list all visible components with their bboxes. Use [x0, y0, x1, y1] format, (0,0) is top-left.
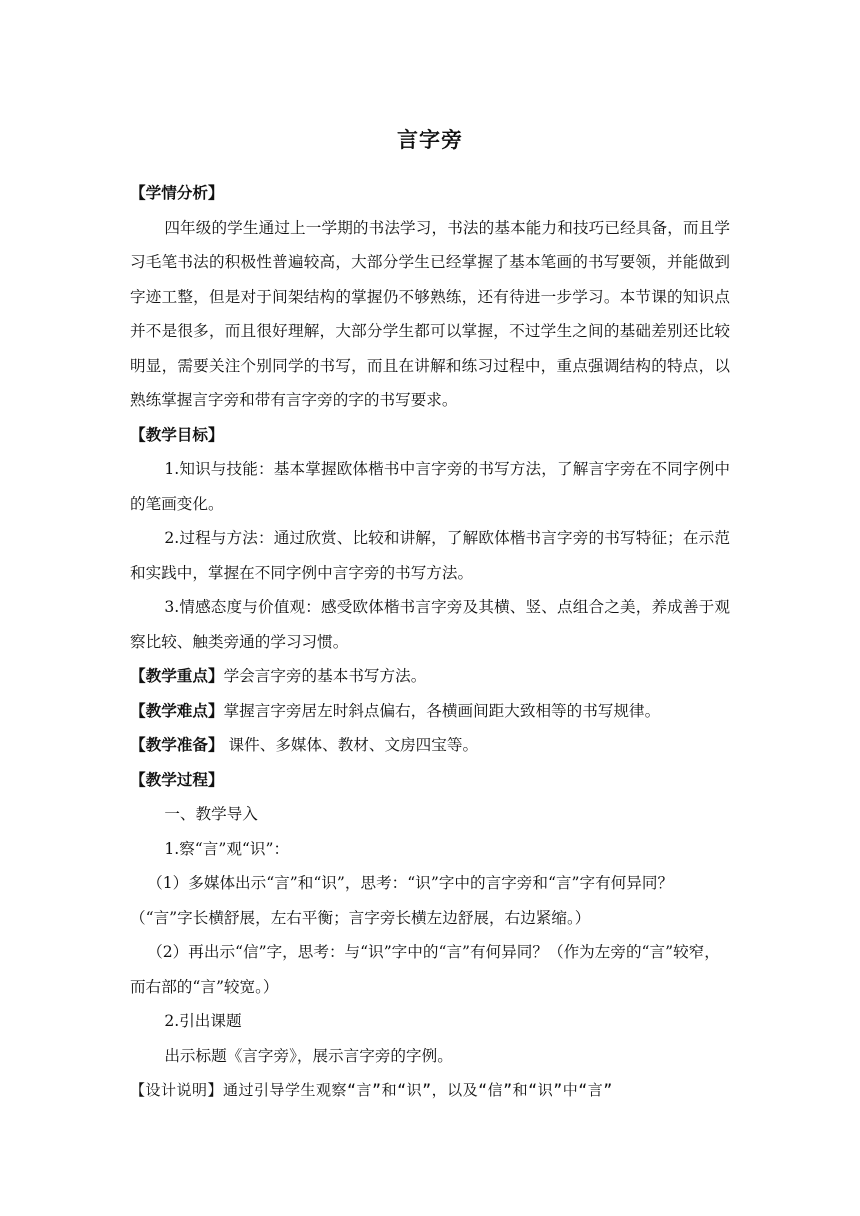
- analysis-paragraph: 四年级的学生通过上一学期的书法学习，书法的基本能力和技巧已经具备，而且学习毛笔书法的积极性普遍较高，大部分学生已经掌握了基本笔画的书写要领，并能做到字迹工整，但是对于间架结构的掌握仍不够熟练，还有待进一步学习。本节课的知识点并不是很多，而且很好理解，大部分学生都可以掌握，不过学生之间的基础差别还比较明显，需要关注个别同学的书写，而且在讲解和练习过程中，重点强调结构的特点，以熟练掌握言字旁和带有言字旁的字的书写要求。: [130, 218, 730, 409]
- page-title: 言字旁: [397, 128, 463, 152]
- process-heading: 【教学过程】: [130, 770, 224, 789]
- goal-item-3: 3.情感态度与价值观：感受欧体楷书言字旁及其横、竖、点组合之美，养成善于观察比较、触类旁通的学习习惯。: [130, 598, 730, 651]
- step-observe-a: （1）多媒体出示“言”和“识”，思考：“识”字中的言字旁和“言”字有何异同？（“言”字长横舒展，左右平衡；言字旁长横左边舒展，右边紧缩。）: [130, 874, 674, 927]
- document-body: [130, 176, 730, 1108]
- key-point-text: 学会言字旁的基本书写方法。: [223, 667, 427, 685]
- step-topic: 2.引出课题: [164, 1012, 242, 1030]
- goals-heading: 【教学目标】: [130, 425, 224, 444]
- difficulty-line: [130, 694, 730, 729]
- goal-item-2: 2.过程与方法：通过欣赏、比较和讲解，了解欧体楷书言字旁的书写特征；在示范和实践中，掌握在不同字例中言字旁的书写方法。: [130, 529, 730, 582]
- step-intro: 一、教学导入: [164, 805, 258, 823]
- preparation-label: 【教学准备】: [130, 736, 224, 754]
- step-observe: 1.察“言”观“识”：: [164, 839, 290, 858]
- design-note: 【设计说明】通过引导学生观察“言”和“识”，以及“信”和“识”中“言”: [130, 1081, 613, 1099]
- step-topic-text: 出示标题《言字旁》，展示言字旁的字例。: [164, 1046, 453, 1065]
- step-observe-b: （2）再出示“信”字，思考：与“识”字中的“言”有何异同？（作为左旁的“言”较窄，而右部的“言”较宽。）: [130, 943, 720, 996]
- key-point-line: [130, 659, 730, 694]
- difficulty-text: 掌握言字旁居左时斜点偏右，各横画间距大致相等的书写规律。: [223, 701, 661, 720]
- analysis-heading: 【学情分析】: [130, 184, 224, 202]
- preparation-text: 课件、多媒体、教材、文房四宝等。: [223, 736, 479, 754]
- goal-item-1: 1.知识与技能：基本掌握欧体楷书中言字旁的书写方法，了解言字旁在不同字例中的笔画变化。: [130, 460, 730, 513]
- difficulty-label: 【教学难点】: [130, 701, 224, 720]
- preparation-line: [130, 728, 730, 763]
- key-point-label: 【教学重点】: [130, 667, 224, 685]
